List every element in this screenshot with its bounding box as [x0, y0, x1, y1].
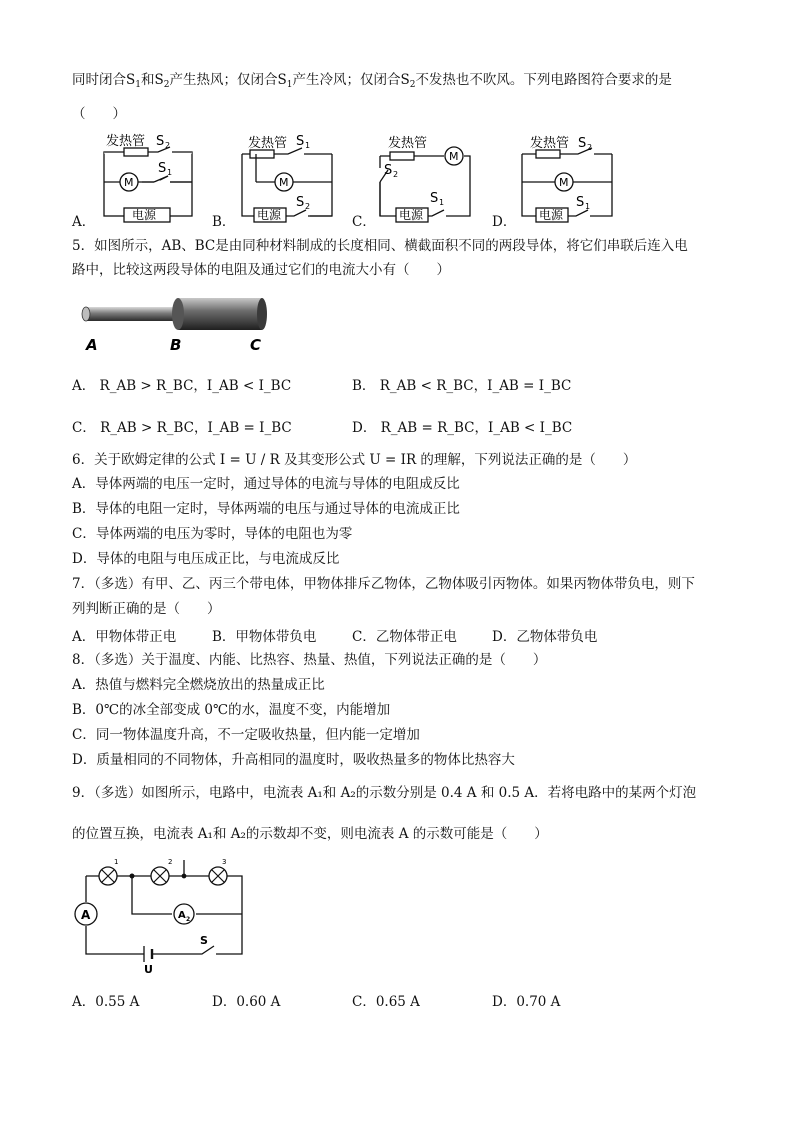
q9-a2-sub: 2 — [186, 916, 191, 923]
q8-option-a: A．热值与燃料完全燃烧放出的热量成正比 — [72, 677, 325, 693]
q4a-s-sub: 2 — [165, 141, 171, 150]
q4-circuit-a — [96, 130, 200, 224]
q9-source-label: U — [144, 963, 153, 974]
q4a-heater-text: 发热管 — [106, 134, 146, 149]
q4-option-d-label: D． — [492, 214, 517, 230]
q4d-s1-text: S — [576, 195, 585, 210]
q4a-s-text: S — [156, 134, 165, 149]
q4a-s1-sub: 1 — [167, 168, 173, 177]
q5-option-a: A． R_AB > R_BC，I_AB < I_BC — [72, 378, 292, 394]
q4-stem-part: 和S — [140, 72, 164, 88]
q4d-s2-text: S — [578, 136, 587, 151]
q7-stem-line2: 列判断正确的是（ ） — [72, 601, 221, 617]
q4-stem-part: 不发热也不吹风。下列电路图符合要求的是 — [415, 72, 672, 88]
q4b-power-text: 电源 — [257, 208, 282, 222]
q4d-heater-text: 发热管 — [530, 136, 570, 151]
q4a-s1-text: S — [158, 161, 167, 176]
q4c-s2-text: S — [384, 163, 393, 178]
q4b-heater-text: 发热管 — [248, 136, 288, 151]
q9-l3-label: 3 — [222, 858, 227, 866]
q5-stem-line2: 路中，比较这两段导体的电阻及通过它们的电流大小有（ ） — [72, 262, 450, 278]
q4d-motor-text: M — [559, 176, 569, 189]
q9-a-text: A — [81, 908, 91, 922]
q4b-s2-text: S — [296, 195, 305, 210]
q5-label-a: A — [86, 336, 98, 354]
q8-stem: 8．（多选）关于温度、内能、比热容、热量、热值，下列说法正确的是（ ） — [72, 652, 547, 668]
q4-option-c-label: C． — [352, 214, 376, 230]
q4-sub: 2 — [409, 80, 416, 90]
q4-circuit-b — [236, 130, 340, 224]
q6-option-a: A．导体两端的电压一定时，通过导体的电流与导体的电阻成反比 — [72, 476, 460, 492]
q4a-motor-text: M — [124, 176, 134, 189]
q4d-power-text: 电源 — [539, 208, 564, 222]
q5-label-b: B — [170, 336, 182, 354]
q4-option-a-label: A． — [72, 214, 96, 230]
q4-sub: 1 — [135, 80, 141, 90]
q9-l1-label: 1 — [114, 858, 119, 866]
q4b-motor-text: M — [279, 176, 289, 189]
q4c-s1-sub: 1 — [439, 198, 445, 207]
q4-stem-part: 同时闭合S — [72, 72, 136, 88]
q7-option-a: A．甲物体带正电 — [72, 629, 177, 645]
q4-stem-part: 产生冷风；仅闭合S — [292, 72, 410, 88]
q4-circuit-d — [516, 130, 620, 224]
q9-a2-text: A — [178, 910, 186, 921]
q4c-s1-text: S — [430, 191, 439, 206]
q6-option-c: C．导体两端的电压为零时，导体的电阻也为零 — [72, 526, 353, 542]
q5-thick-segment — [178, 298, 262, 330]
q6-stem: 6．关于欧姆定律的公式 I = U / R 及其变形公式 U = IR 的理解，下列说法正确的是（ ） — [72, 452, 637, 468]
q9-l2-label: 2 — [168, 858, 173, 866]
q9-option-c: C．0.65 A — [352, 994, 420, 1010]
q9-stem-line1: 9．（多选）如图所示，电路中，电流表 A₁和 A₂的示数分别是 0.4 A 和 0.5 A．若将电路中的某两个灯泡 — [72, 785, 697, 801]
q7-stem-line1: 7．（多选）有甲、乙、丙三个带电体，甲物体排斥乙物体，乙物体吸引丙物体。如果丙物体带负电，则下 — [72, 576, 695, 592]
q4-sub: 2 — [163, 80, 170, 90]
q4d-s1-sub: 1 — [585, 202, 591, 211]
q5-stem-line1: 5．如图所示，AB、BC是由同种材料制成的长度相同、横截面积不同的两段导体，将它们串联后连入电 — [72, 238, 688, 254]
q4b-s2-sub: 2 — [305, 202, 311, 211]
q4-stem-part: 产生热风；仅闭合S — [169, 72, 287, 88]
q9-option-a: A．0.55 A — [72, 994, 140, 1010]
q4-circuit-c — [374, 130, 478, 224]
q9-circuit-figure — [72, 856, 252, 974]
q4-sub: 1 — [286, 80, 293, 90]
q4c-s2-sub: 2 — [393, 170, 399, 179]
q7-option-c: C．乙物体带正电 — [352, 629, 457, 645]
q4b-s1-sub: 1 — [305, 141, 311, 150]
q7-option-d: D．乙物体带负电 — [492, 629, 598, 645]
q4a-power-text: 电源 — [132, 208, 157, 222]
q4c-power-text: 电源 — [399, 208, 424, 222]
q6-option-d: D．导体的电阻与电压成正比，与电流成反比 — [72, 551, 340, 567]
q8-option-b: B．0℃的冰全部变成 0℃的水，温度不变，内能增加 — [72, 702, 391, 718]
q9-option-d: D．0.70 A — [492, 994, 561, 1010]
q5-label-c: C — [250, 336, 262, 354]
q5-thin-segment — [86, 307, 182, 321]
q4d-s2-sub: 2 — [587, 143, 593, 152]
q8-option-d: D．质量相同的不同物体，升高相同的温度时，吸收热量多的物体比热容大 — [72, 752, 515, 768]
q4b-s1-text: S — [296, 134, 305, 149]
q7-option-b: B．甲物体带负电 — [212, 629, 317, 645]
q4c-heater-text: 发热管 — [388, 136, 428, 151]
q9-stem-line2: 的位置互换，电流表 A₁和 A₂的示数却不变，则电流表 A 的示数可能是（ ） — [72, 826, 548, 842]
q4-paren: （ ） — [72, 106, 126, 122]
q5-conductor-figure — [78, 294, 278, 356]
q9-switch-label: S — [200, 934, 208, 947]
q4-option-b-label: B． — [212, 214, 236, 230]
q9-option-b: D．0.60 A — [212, 994, 281, 1010]
q5-option-d: D． R_AB = R_BC，I_AB < I_BC — [352, 420, 573, 436]
q4-stem — [72, 70, 672, 95]
q5-option-b: B． R_AB < R_BC，I_AB = I_BC — [352, 378, 572, 394]
q6-option-b: B．导体的电阻一定时，导体两端的电压与通过导体的电流成正比 — [72, 501, 460, 517]
q8-option-c: C．同一物体温度升高，不一定吸收热量，但内能一定增加 — [72, 727, 420, 743]
q4c-motor-text: M — [449, 150, 459, 163]
q5-option-c: C． R_AB > R_BC，I_AB = I_BC — [72, 420, 292, 436]
